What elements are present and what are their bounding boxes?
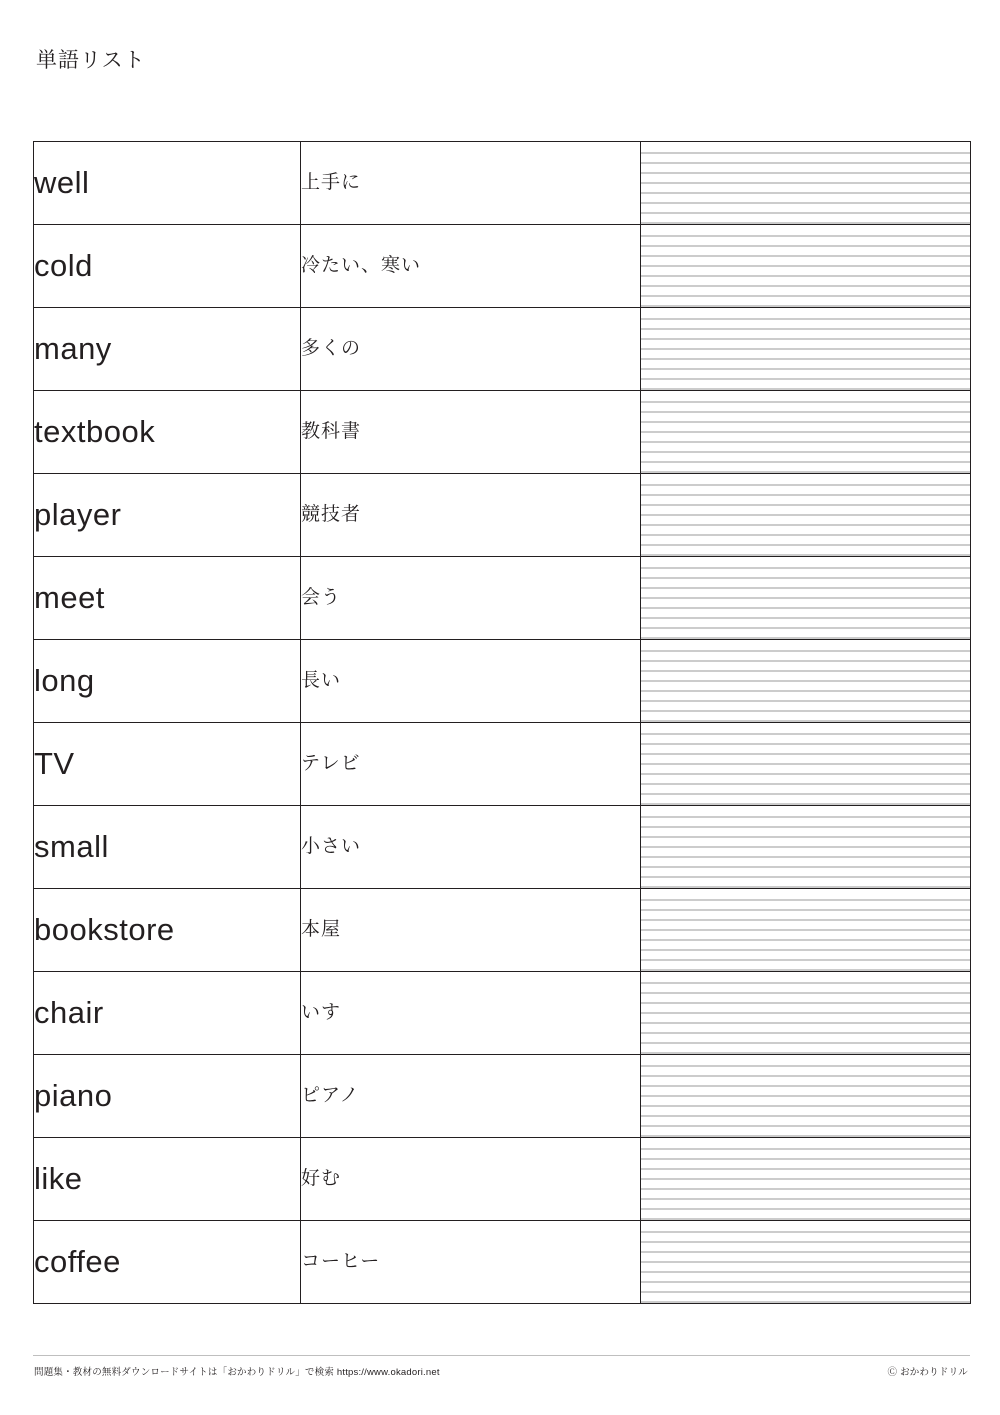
japanese-meaning: 多くの bbox=[301, 308, 641, 391]
english-word: small bbox=[34, 806, 301, 889]
writing-practice-area[interactable] bbox=[641, 225, 971, 308]
writing-practice-area[interactable] bbox=[641, 1138, 971, 1221]
japanese-meaning: 冷たい、寒い bbox=[301, 225, 641, 308]
writing-practice-area[interactable] bbox=[641, 640, 971, 723]
english-word: coffee bbox=[34, 1221, 301, 1304]
writing-practice-area[interactable] bbox=[641, 391, 971, 474]
japanese-meaning: 上手に bbox=[301, 142, 641, 225]
footer-divider bbox=[33, 1355, 970, 1356]
writing-practice-area[interactable] bbox=[641, 723, 971, 806]
english-word: like bbox=[34, 1138, 301, 1221]
footer-source-text: 問題集・教材の無料ダウンロードサイトは「おかわりドリル」で検索 https://www.okadori.net bbox=[34, 1367, 440, 1378]
table-row bbox=[34, 723, 971, 806]
english-word: well bbox=[34, 142, 301, 225]
japanese-meaning: 競技者 bbox=[301, 474, 641, 557]
japanese-meaning: 会う bbox=[301, 557, 641, 640]
table-row bbox=[34, 557, 971, 640]
table-row bbox=[34, 1055, 971, 1138]
english-word: long bbox=[34, 640, 301, 723]
japanese-meaning: コーヒー bbox=[301, 1221, 641, 1304]
writing-practice-area[interactable] bbox=[641, 474, 971, 557]
table-row bbox=[34, 308, 971, 391]
page-footer bbox=[0, 1355, 1000, 1385]
table-row bbox=[34, 474, 971, 557]
english-word: bookstore bbox=[34, 889, 301, 972]
english-word: piano bbox=[34, 1055, 301, 1138]
writing-practice-area[interactable] bbox=[641, 1055, 971, 1138]
writing-practice-area[interactable] bbox=[641, 308, 971, 391]
japanese-meaning: テレビ bbox=[301, 723, 641, 806]
table-row bbox=[34, 1221, 971, 1304]
japanese-meaning: 長い bbox=[301, 640, 641, 723]
japanese-meaning: 教科書 bbox=[301, 391, 641, 474]
table-row bbox=[34, 806, 971, 889]
english-word: player bbox=[34, 474, 301, 557]
page-title: 単語リスト bbox=[36, 49, 146, 72]
writing-practice-area[interactable] bbox=[641, 806, 971, 889]
table-row bbox=[34, 1138, 971, 1221]
writing-practice-area[interactable] bbox=[641, 1221, 971, 1304]
english-word: textbook bbox=[34, 391, 301, 474]
writing-practice-area[interactable] bbox=[641, 889, 971, 972]
japanese-meaning: ピアノ bbox=[301, 1055, 641, 1138]
english-word: chair bbox=[34, 972, 301, 1055]
english-word: meet bbox=[34, 557, 301, 640]
footer-copyright: Ⓒ おかわりドリル bbox=[887, 1367, 968, 1378]
table-row bbox=[34, 972, 971, 1055]
table-row bbox=[34, 640, 971, 723]
writing-practice-area[interactable] bbox=[641, 142, 971, 225]
japanese-meaning: 小さい bbox=[301, 806, 641, 889]
table-row bbox=[34, 225, 971, 308]
japanese-meaning: いす bbox=[301, 972, 641, 1055]
japanese-meaning: 好む bbox=[301, 1138, 641, 1221]
english-word: many bbox=[34, 308, 301, 391]
english-word: cold bbox=[34, 225, 301, 308]
table-row bbox=[34, 142, 971, 225]
english-word: TV bbox=[34, 723, 301, 806]
japanese-meaning: 本屋 bbox=[301, 889, 641, 972]
table-row bbox=[34, 391, 971, 474]
vocabulary-table-body bbox=[34, 142, 971, 1304]
writing-practice-area[interactable] bbox=[641, 972, 971, 1055]
writing-practice-area[interactable] bbox=[641, 557, 971, 640]
vocabulary-table bbox=[33, 141, 971, 1304]
table-row bbox=[34, 889, 971, 972]
